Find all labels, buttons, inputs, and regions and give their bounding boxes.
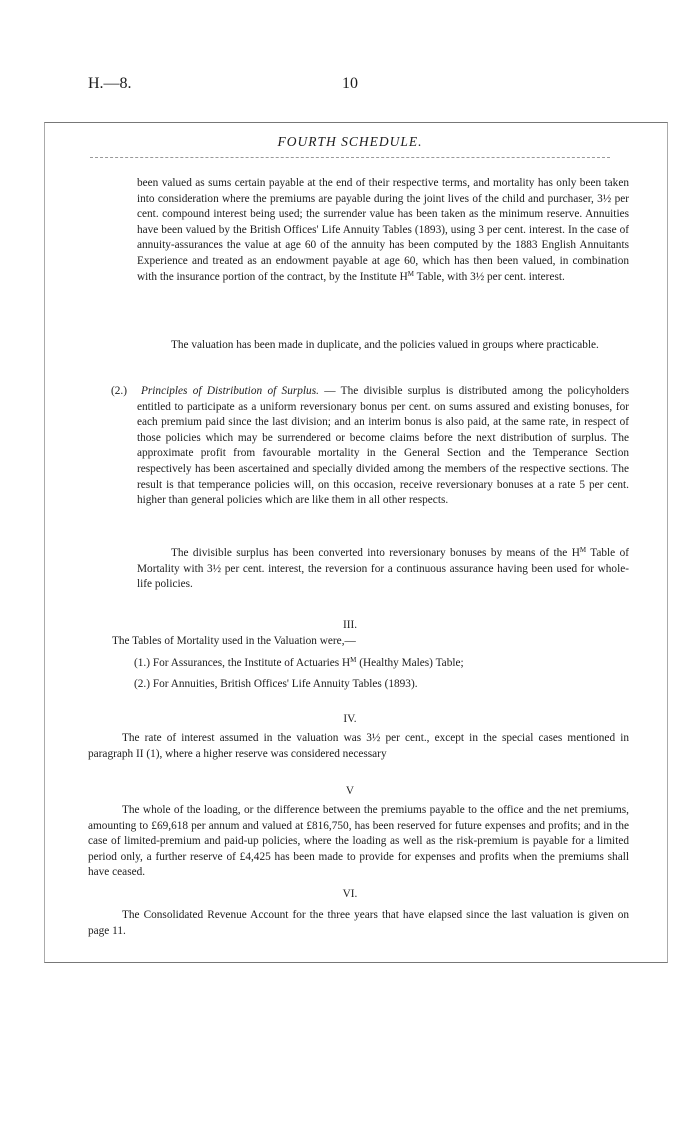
conversion-text: The divisible surplus has been converted into reversionary bonuses by means of the H bbox=[171, 547, 580, 559]
section-5-text: The whole of the loading, or the difference between the premiums payable to the office and the net premiums, amounting to £69,618 per annum and valued at £816,750, has been reserved for future expenses and profits; and in the case of limited-premium and paid-up policies, where the loading as well as the risk-premium is payable for a limited period only, a further reserve of £4,425 has been made to provide for expenses and profits when the premiums shall have ceased. bbox=[88, 804, 629, 879]
section-3-heading: III. bbox=[342, 619, 358, 631]
page-number: 10 bbox=[342, 75, 358, 92]
section-3-item-2: (2.) For Annuities, British Offices' Life Annuity Tables (1893). bbox=[134, 678, 418, 690]
item-1-text-end: (Healthy Males) Table; bbox=[356, 657, 464, 669]
section-6-paragraph bbox=[88, 908, 629, 939]
section-5-paragraph bbox=[88, 803, 629, 881]
section-4-heading: IV. bbox=[343, 713, 357, 725]
section-5-heading: V bbox=[345, 785, 355, 797]
section-3-intro: The Tables of Mortality used in the Valuation were,— bbox=[112, 635, 356, 647]
valuation-basis-text-end: Table, with 3½ per cent. interest. bbox=[413, 270, 565, 283]
distribution-paragraph bbox=[111, 384, 629, 509]
schedule-title: FOURTH SCHEDULE. bbox=[277, 134, 423, 149]
distribution-number: (2.) bbox=[111, 385, 127, 397]
document-reference: H.—8. bbox=[88, 75, 132, 92]
conversion-text-end: Table of Mortality with 3½ per cent. interest, the reversion for a continuous assurance having been used for whole-life policies. bbox=[137, 547, 629, 591]
section-4-text: The rate of interest assumed in the valuation was 3½ per cent., except in the special cases mentioned in paragraph II (1), where a higher reserve was considered necessary bbox=[88, 732, 629, 760]
section-3-item-1 bbox=[134, 656, 629, 672]
distribution-title: Principles of Distribution of Surplus. bbox=[141, 385, 319, 397]
valuation-basis-text: been valued as sums certain payable at the end of their respective terms, and mortality has only been taken into consideration where the premiums are payable during the joint lives of the child and purchaser, 3½ per cent. compound interest being used; the surrender value has been taken as the minimum reserve. Annuities have been valued by the British Offices' Life Annuity Tables (1893), using 3 per cent. interest. In the case of annuity-assurances the value at age 60 of the annuity has been computed by the 1883 English Annuitants Experience and treated as an endowment payable at age 60, which has then been valued, in combination with the insurance portion of the contract, by the Institute H bbox=[137, 177, 629, 283]
section-6-heading: VI. bbox=[342, 888, 358, 900]
distribution-text: — The divisible surplus is distributed among the policyholders entitled to participate as a uniform reversionary bonus per cent. on sums assured and existing bonuses, for each premium paid since the last division; and an interim bonus is also paid, at the same rate, in respect of those policies which may be surrendered or become claims before the next distribution of surplus. The approximate profit from favourable mortality in the General Section and the Temperance Section respectively has been ascertained and specially divided among the members of the respective sections. The result is that temperance policies will, on this occasion, receive reversionary bonuses at a rate 5 per cent. higher than general policies which are like them in all other respects. bbox=[137, 385, 629, 507]
section-6-text: The Consolidated Revenue Account for the three years that have elapsed since the last valuation is given on page 11. bbox=[88, 909, 629, 937]
superscript-m: M bbox=[407, 269, 414, 278]
duplicate-note: The valuation has been made in duplicate, and the policies valued in groups where practicable. bbox=[171, 339, 599, 351]
title-divider bbox=[90, 157, 610, 158]
valuation-basis-paragraph bbox=[137, 176, 629, 285]
duplicate-paragraph bbox=[137, 338, 629, 354]
section-4-paragraph bbox=[88, 731, 629, 762]
superscript-m: M bbox=[350, 656, 357, 664]
item-1-text: (1.) For Assurances, the Institute of Actuaries H bbox=[134, 657, 351, 669]
conversion-paragraph bbox=[137, 546, 629, 593]
superscript-m: M bbox=[579, 546, 587, 554]
